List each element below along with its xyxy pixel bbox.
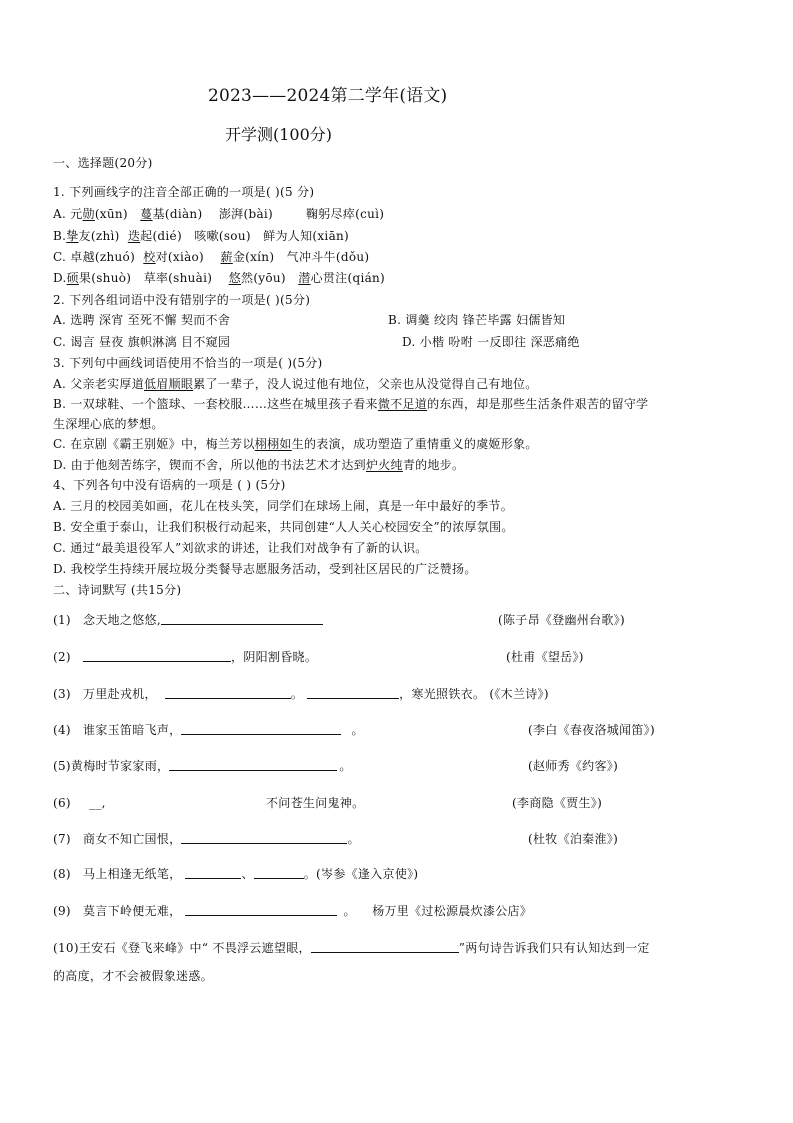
poem-item-10-cont: 的高度，才不会被假象迷惑。	[53, 969, 213, 983]
poem-source-1: (陈子昂《登幽州台歌》)	[498, 613, 625, 627]
q4-option-b: B. 安全重于泰山，让我们积极行动起来，共同创建“人人关心校园安全”的浓厚氛围。	[53, 520, 514, 534]
answer-blank[interactable]	[185, 866, 241, 879]
poem-item-1: (1) 念天地之悠悠,	[53, 612, 323, 628]
q2-stem: 2. 下列各组词语中没有错别字的一项是( )(5分)	[53, 293, 311, 307]
answer-blank[interactable]	[311, 940, 459, 953]
q2-option-d: D. 小楷 吩咐 一反即往 深恶痛绝	[402, 335, 580, 349]
answer-blank[interactable]	[181, 722, 341, 735]
poem-item-2: (2) ，阴阳割昏晓。	[53, 650, 318, 664]
q2-option-b: B. 调羹 绞肉 锋芒毕露 妇儒皆知	[388, 313, 566, 327]
poem-source-5: (赵师秀《约客》)	[528, 759, 619, 773]
poem-source-4: (李白《春夜洛城闻笛》)	[528, 723, 655, 737]
page-title: 2023——2024第二学年(语文)	[208, 86, 448, 106]
section1-heading: 一、选择题(20分)	[53, 156, 153, 170]
answer-blank[interactable]	[307, 686, 399, 699]
q3-option-d: D. 由于他刻苦练字，锲而不舍，所以他的书法艺术才达到炉火纯青的地步。	[53, 458, 465, 472]
q3-option-b: B. 一双球鞋、一个篮球、一套校服……这些在城里孩子看来微不足道的东西，却是那些生活条件艰苦的留守学	[53, 397, 649, 411]
poem-item-7: (7) 商女不知亡国恨， 。	[53, 832, 360, 846]
q1-option-b: B.挚友(zhì) 迭起(dié) 咳嗽(sou) 鲜为人知(xiān)	[53, 229, 350, 243]
answer-blank[interactable]	[169, 758, 337, 771]
q3-stem: 3. 下列句中画线词语使用不恰当的一项是( )(5分)	[53, 356, 323, 370]
q2-option-a: A. 选聘 深宵 至死不懈 契而不舍	[53, 313, 231, 327]
q4-option-a: A. 三月的校园美如画，花儿在枝头笑，同学们在球场上闹，真是一年中最好的季节。	[53, 499, 513, 513]
poem-item-5: (5)黄梅时节家家雨， 。	[53, 759, 352, 773]
poem-item-3: (3) 万里赴戎机， 。 ，寒光照铁衣。 (《木兰诗》)	[53, 687, 549, 701]
q1-option-d: D.硕果(shuò) 草率(shuài) 悠然(yōu) 潜心贯注(qián)	[53, 271, 386, 285]
q2-option-c: C. 谒言 昼夜 旗帜淋漓 目不窥园	[53, 335, 231, 349]
poem-item-10: (10)王安石《登飞来峰》中“ 不畏浮云遮望眼， ”两句诗告诉我们只有认知达到一定	[53, 941, 650, 955]
answer-blank[interactable]	[254, 866, 304, 879]
q1-stem: 1. 下列画线字的注音全部正确的一项是( )(5 分)	[53, 185, 315, 199]
q3-option-b-cont: 生深埋心底的梦想。	[53, 417, 164, 431]
poem-item-6: (6) __,	[53, 796, 106, 810]
q3-option-a: A. 父亲老实厚道低眉顺眼累了一辈子，没人说过他有地位，父亲也从没觉得自己有地位。	[53, 377, 538, 391]
poem-source-2: (杜甫《望岳》)	[506, 650, 584, 664]
answer-blank[interactable]	[83, 649, 231, 662]
poem-item-9: (9) 莫言下岭便无难， 。 杨万里《过松源晨炊漆公店》	[53, 904, 533, 918]
q1-option-c: C. 卓越(zhuó) 校对(xiào) 薪金(xín) 气冲斗牛(dǒu)	[53, 250, 370, 264]
page-subtitle: 开学测(100分)	[225, 125, 333, 144]
poem-source-6: (李商隐《贾生》)	[512, 796, 603, 810]
q1-option-a: A. 元勋(xūn) 蔓基(diàn) 澎湃(bài) 鞠躬尽瘁(cuì)	[53, 207, 385, 221]
answer-blank[interactable]	[161, 612, 323, 625]
q4-stem: 4、下列各句中没有语病的一项是 ( ) (5分)	[53, 478, 286, 492]
q4-option-c: C. 通过“最美退役军人”刘欲求的讲述，让我们对战争有了新的认识。	[53, 541, 428, 555]
q3-option-c: C. 在京剧《霸王别姬》中，梅兰芳以栩栩如生的表演，成功塑造了重情重义的虞姬形象。	[53, 437, 538, 451]
q4-option-d: D. 我校学生持续开展垃圾分类餐导志愿服务活动，受到社区居民的广泛赞扬。	[53, 562, 477, 576]
poem-item-8: (8) 马上相逢无纸笔， 、 。(岑参《逢入京使》)	[53, 867, 419, 881]
section2-heading: 二、诗词默写 (共15分)	[53, 583, 182, 597]
answer-blank[interactable]	[165, 686, 291, 699]
answer-blank[interactable]	[185, 903, 337, 916]
poem-source-7: (杜牧《泊秦淮》)	[528, 832, 619, 846]
answer-blank[interactable]	[181, 831, 347, 844]
poem-item-6-text: 不问苍生问鬼神。	[266, 796, 365, 810]
poem-item-4: (4) 谁家玉笛暗飞声， 。	[53, 723, 364, 737]
